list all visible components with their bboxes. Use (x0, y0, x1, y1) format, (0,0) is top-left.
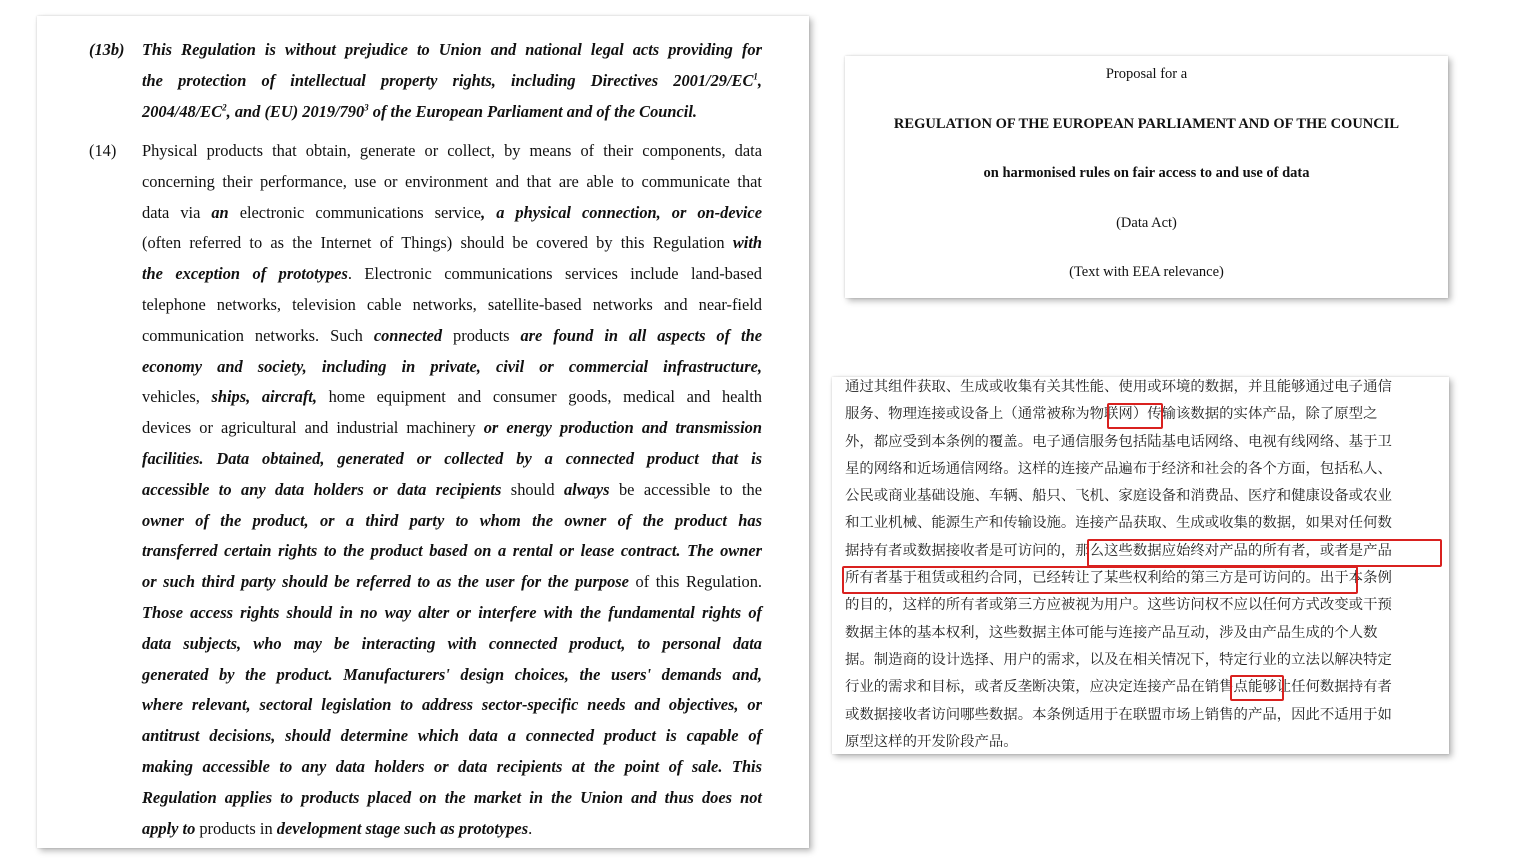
text-line: 通过其组件获取、生成或收集有关其性能、使用或环境的数据，并且能够通过电子通信 (845, 379, 1392, 395)
text-line: making accessible to any data holders or data recipients at the point of sale. This (142, 756, 762, 776)
footnote-ref: 2 (222, 102, 227, 113)
highlight-box-point-of-sale (1230, 675, 1284, 701)
eea-relevance: (Text with EEA relevance) (1069, 264, 1224, 280)
text-line: Regulation applies to products placed on the market in the Union and thus does not (142, 787, 762, 807)
text-line: facilities. Data obtained, generated or collected by a connected product that is (142, 448, 762, 468)
text-line: or such third party should be referred to as the user for the purpose of this Regulation. (142, 572, 763, 592)
text-line: 行业的需求和目标，或者反垄断决策，应决定连接产品在销售点能够让任何数据持有者 (845, 679, 1392, 696)
text-line: Those access rights should in no way alter or interfere with the fundamental rights of (142, 602, 762, 622)
highlight-box-owner-clause (1087, 539, 1442, 567)
paragraph-number: (14) (89, 141, 117, 160)
text-line: $2004/48/EC^2$, and (EU) $2019/790^3$ of the European Parliament and of the Council. (142, 101, 697, 121)
text-line: generated by the product. Manufacturers' design choices, the users' demands and, (142, 664, 762, 684)
text-line: antitrust decisions, should determine which data a connected product is capable of (142, 726, 762, 746)
text-line: 星的网络和近场通信网络。这样的连接产品遍布于经济和社会的各个方面，包括私人、 (845, 460, 1392, 477)
text-line: 的目的，这样的所有者或第三方应被视为用户。这些访问权不应以任何方式改变或干预 (845, 597, 1392, 614)
text-line: 据持有者或数据接收者是可访问的，那么这些数据应始终对产品的所有者，或者是产品 (845, 542, 1392, 559)
proposal-label: Proposal for a (1105, 66, 1188, 82)
text-line: Physical products that obtain, generate or collect, by means of their components, data (142, 141, 762, 160)
highlight-box-iot (1107, 403, 1163, 429)
english-page-excerpt (37, 16, 809, 848)
text-line: owner of the product, or a third party to whom the owner of the product has (142, 510, 762, 530)
text-line: 原型这样的开发阶段产品。 (845, 733, 1018, 750)
text-line: devices or agricultural and industrial machinery or energy production and transmission (142, 418, 762, 438)
highlight-box-third-party-clause (842, 566, 1358, 594)
text-line: economy and society, including in private, civil or commercial infrastructure, (142, 356, 762, 376)
chinese-translation-page (832, 377, 1449, 754)
text-line: 所有者基于租赁或租约合同，已经转让了某些权利给的第三方是可访问的。出于本条例 (845, 570, 1392, 587)
regulation-title: REGULATION OF THE EUROPEAN PARLIAMENT AND OF THE COUNCIL (893, 116, 1400, 132)
text-line: (often referred to as the Internet of Things) should be covered by this Regulation with (142, 233, 762, 253)
text-line: apply to products in development stage such as prototypes. (142, 818, 533, 838)
text-line: concerning their performance, use or environment and that are able to communicate that (142, 171, 762, 191)
text-line: where relevant, sectoral legislation to address sector-specific needs and objectives, or (142, 695, 762, 715)
text-line: This Regulation is without prejudice to Union and national legal acts providing for (142, 40, 762, 59)
proposal-title-page (845, 56, 1448, 298)
text-line: 或数据接收者访问哪些数据。本条例适用于在联盟市场上销售的产品，因此不适用于如 (845, 706, 1392, 723)
short-title: (Data Act) (1116, 215, 1177, 231)
paragraph-body (142, 136, 762, 844)
text-line: 和工业机械、能源生产和传输设施。连接产品获取、生成或收集的数据，如果对任何数 (845, 515, 1392, 532)
text-line: communication networks. Such connected products are found in all aspects of the (142, 325, 762, 345)
text-line: vehicles, ships, aircraft, home equipment and consumer goods, medical and health (142, 387, 763, 407)
text-line: transferred certain rights to the product based on a rental or lease contract. The owner (142, 541, 762, 561)
text-line: data subjects, who may be interacting with connected product, to personal data (142, 633, 762, 653)
paragraph-number: (13b) (89, 40, 125, 59)
text-line: telephone networks, television cable networks, satellite-based networks and near-field (142, 294, 762, 314)
text-line: 数据主体的基本权利，这些数据主体可能与连接产品互动，涉及由产品生成的个人数 (845, 624, 1378, 641)
regulation-subtitle: on harmonised rules on fair access to and use of data (983, 165, 1310, 181)
text-line: the protection of intellectual property rights, including Directives $2001/29/EC^1$, (142, 70, 762, 90)
text-line: 外，都应受到本条例的覆盖。电子通信服务包括陆基电话网络、电视有线网络、基于卫 (845, 433, 1392, 450)
footnote-ref: 3 (364, 102, 369, 113)
paragraph-body (142, 35, 762, 127)
text-line: accessible to any data holders or data recipients should always be accessible to the (142, 479, 762, 499)
text-line: 公民或商业基础设施、车辆、船只、飞机、家庭设备和消费品、医疗和健康设备或农业 (845, 488, 1392, 505)
text-line: data via an electronic communications service, a physical connection, or on-device (142, 202, 762, 222)
text-line: the exception of prototypes. Electronic communications services include land-based (142, 264, 762, 284)
footnote-ref: 1 (753, 71, 758, 82)
text-line: 据。制造商的设计选择、用户的需求，以及在相关情况下，特定行业的立法以解决特定 (845, 651, 1392, 668)
text-line: 服务、物理连接或设备上（通常被称为物联网）传输该数据的实体产品，除了原型之 (845, 406, 1378, 423)
